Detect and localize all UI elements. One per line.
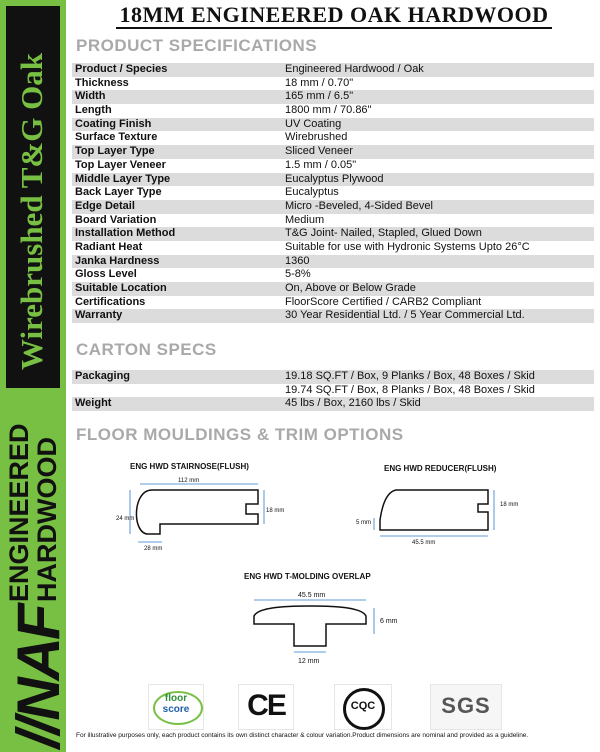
spec-row-value: Sliced Veneer	[285, 145, 353, 158]
spec-row	[72, 131, 594, 145]
spec-row-value: Suitable for use with Hydronic Systems Upto 26°C	[285, 240, 530, 253]
footer-disclaimer: For illustrative purposes only, each product contains its own distinct character & colour variation.Product dimensions are nominal and provided as a guideline.	[76, 732, 529, 739]
sidebar-vertical-title: Wirebrushed T&G Oak	[14, 53, 49, 370]
ce-mark: CE	[238, 684, 294, 730]
spec-row-key: Product / Species	[75, 63, 168, 75]
cqc-logo: CQC	[334, 684, 392, 730]
spec-row-value: UV Coating	[285, 117, 342, 130]
spec-row-key: Gloss Level	[75, 268, 137, 281]
spec-row-key: Back Layer Type	[75, 186, 162, 199]
spec-row-value: Eucalyptus Plywood	[285, 172, 384, 185]
spec-row	[72, 173, 594, 187]
spec-row-key: Top Layer Type	[75, 145, 155, 158]
carton-row-key: Weight	[75, 397, 112, 410]
carton-row-value: 19.18 SQ.FT / Box, 9 Planks / Box, 48 Boxes / Skid	[285, 370, 535, 382]
spec-row	[72, 214, 594, 228]
spec-row	[72, 104, 594, 118]
spec-row-value: Eucalyptus	[285, 186, 339, 199]
spec-row-key: Width	[75, 90, 106, 103]
section-title-mouldings: FLOOR MOULDINGS & TRIM OPTIONS	[76, 425, 404, 444]
sgs-logo: SGS	[430, 684, 502, 730]
spec-row	[72, 296, 594, 310]
spec-row-key: Installation Method	[75, 227, 176, 240]
spec-row-value: Medium	[285, 213, 325, 226]
spec-row-key: Top Layer Veneer	[75, 158, 166, 171]
spec-row	[72, 77, 594, 91]
stairnose-left-dim: 24 mm	[116, 516, 135, 522]
spec-row	[72, 268, 594, 282]
tmolding-width-dim: 45.5 mm	[298, 592, 326, 599]
sidebar-hardwood-label: HARDWOOD	[32, 437, 62, 602]
spec-row	[72, 282, 594, 296]
spec-row	[72, 90, 594, 104]
reducer-diagram	[366, 478, 526, 558]
tmolding-stem-dim: 12 mm	[298, 658, 320, 665]
spec-row-value: 1800 mm / 70.86"	[285, 104, 372, 117]
reducer-label: ENG HWD REDUCER(FLUSH)	[384, 464, 497, 473]
spec-row	[72, 309, 594, 323]
reducer-width-dim: 45.5 mm	[412, 540, 436, 546]
spec-row	[72, 118, 594, 132]
spec-row-key: Radiant Heat	[75, 240, 143, 253]
stairnose-bottom-dim: 28 mm	[144, 546, 163, 552]
spec-row-value: FloorScore Certified / CARB2 Compliant	[285, 295, 482, 308]
reducer-left-dim: 5 mm	[356, 520, 371, 526]
tmolding-height-dim: 6 mm	[380, 618, 398, 625]
sidebar	[0, 0, 72, 752]
spec-row	[72, 255, 594, 269]
spec-row-value: On, Above or Below Grade	[285, 282, 416, 294]
spec-row-key: Middle Layer Type	[75, 172, 171, 185]
carton-row-key: Packaging	[75, 370, 131, 382]
spec-row-key: Certifications	[75, 295, 146, 308]
spec-row-key: Board Variation	[75, 213, 157, 226]
spec-row-key: Surface Texture	[75, 131, 158, 144]
spec-row-value: Engineered Hardwood / Oak	[285, 63, 424, 75]
spec-table	[72, 63, 594, 323]
spec-row-key: Thickness	[75, 76, 129, 89]
spec-row-value: 18 mm / 0.70"	[285, 76, 354, 89]
tmolding-label: ENG HWD T-MOLDING OVERLAP	[244, 572, 371, 581]
carton-row-value: 45 lbs / Box, 2160 lbs / Skid	[285, 397, 421, 410]
spec-row-value: 5-8%	[285, 268, 311, 281]
stairnose-label: ENG HWD STAIRNOSE(FLUSH)	[130, 462, 249, 471]
spec-row-value: T&G Joint- Nailed, Stapled, Glued Down	[285, 227, 482, 240]
spec-row-key: Janka Hardness	[75, 254, 160, 267]
page-title: 18MM ENGINEERED OAK HARDWOOD	[72, 2, 596, 28]
section-title-carton: CARTON SPECS	[76, 340, 217, 359]
carton-row	[72, 370, 594, 384]
spec-row-key: Coating Finish	[75, 117, 152, 130]
spec-row-key: Suitable Location	[75, 282, 167, 294]
stairnose-width-dim: 112 mm	[178, 478, 200, 484]
spec-row-key: Edge Detail	[75, 199, 135, 212]
spec-row	[72, 227, 594, 241]
spec-row	[72, 159, 594, 173]
stairnose-right-dim: 18 mm	[266, 508, 285, 514]
spec-row-key: Length	[75, 104, 112, 117]
brand-logo: //NAF	[5, 606, 72, 748]
spec-row-value: 30 Year Residential Ltd. / 5 Year Commercial Ltd.	[285, 309, 525, 322]
floorscore-logo: floor score	[148, 684, 204, 730]
spec-row-value: 1360	[285, 254, 310, 267]
carton-row	[72, 397, 594, 411]
carton-row-value: 19.74 SQ.FT / Box, 8 Planks / Box, 48 Boxes / Skid	[285, 383, 535, 396]
spec-row	[72, 241, 594, 255]
reducer-right-dim: 18 mm	[500, 502, 519, 508]
carton-row	[72, 384, 594, 398]
section-title-specs: PRODUCT SPECIFICATIONS	[76, 36, 318, 55]
stairnose-diagram	[110, 478, 280, 558]
spec-row-value: Wirebrushed	[285, 131, 348, 144]
spec-row-value: Micro -Beveled, 4-Sided Bevel	[285, 199, 433, 212]
certification-logos	[72, 684, 596, 728]
spec-row-value: 165 mm / 6.5"	[285, 90, 354, 103]
spec-row-key: Warranty	[75, 309, 123, 322]
spec-row-value: 1.5 mm / 0.05"	[285, 158, 357, 171]
carton-table	[72, 370, 594, 411]
sidebar-engineered-label: ENGINEERED	[4, 423, 34, 602]
spec-row	[72, 200, 594, 214]
spec-row	[72, 145, 594, 159]
carton-row-key	[72, 384, 285, 398]
spec-row	[72, 186, 594, 200]
spec-row	[72, 63, 594, 77]
